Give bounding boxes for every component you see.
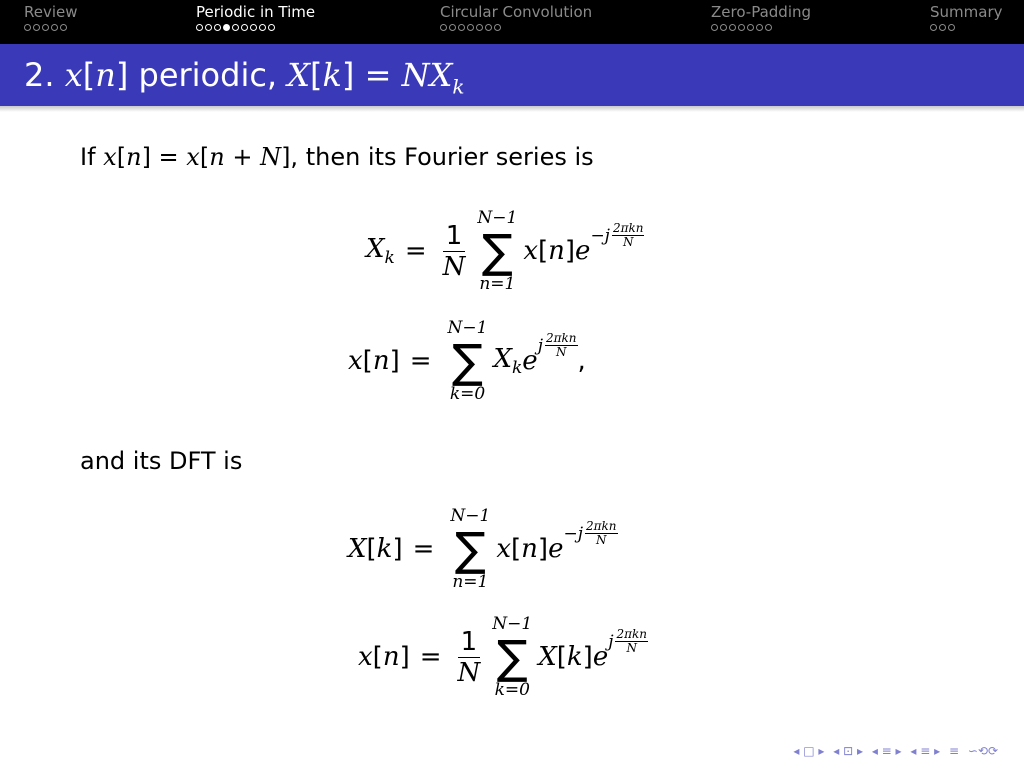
nav-section-title[interactable]: Zero-Padding bbox=[711, 3, 812, 21]
nav-frame-dot[interactable] bbox=[476, 24, 483, 31]
title-X: X bbox=[287, 56, 311, 94]
summation: N−1 ∑ k=0 bbox=[492, 614, 533, 700]
nav-frame-dot[interactable] bbox=[259, 24, 266, 31]
fraction-1-over-N: $\frac{1}{N}$ bbox=[442, 220, 466, 282]
title-bracket: [ bbox=[310, 56, 323, 94]
nav-frame-dot[interactable] bbox=[485, 24, 492, 31]
nav-dots[interactable] bbox=[24, 24, 78, 36]
nav-toc-icon[interactable]: ≡ bbox=[948, 744, 959, 758]
nav-section-title[interactable]: Circular Convolution bbox=[440, 3, 593, 21]
title-bracket: [ bbox=[82, 56, 96, 94]
nav-section-title[interactable]: Summary bbox=[930, 3, 1003, 21]
title-shadow bbox=[0, 106, 1024, 112]
title-k: k bbox=[322, 56, 342, 94]
nav-frame-dot[interactable] bbox=[449, 24, 456, 31]
nav-frame-dot[interactable] bbox=[729, 24, 736, 31]
nav-frame-dot[interactable] bbox=[948, 24, 955, 31]
nav-dots[interactable] bbox=[711, 24, 811, 36]
nav-section-title[interactable]: Periodic in Time bbox=[196, 3, 316, 21]
nav-prev-section-icon[interactable]: ◂ ≡ ▸ bbox=[910, 744, 941, 758]
equation-fourier-synthesis: x [ n ] = N−1 ∑ k=0 $X_k$ e j $\frac{\text{2πkn}}{N}$ , bbox=[348, 318, 586, 404]
nav-frame-dot[interactable] bbox=[747, 24, 754, 31]
nav-dots[interactable] bbox=[440, 24, 592, 36]
nav-frame-dot[interactable] bbox=[765, 24, 772, 31]
title-equals: = bbox=[364, 56, 392, 94]
exponent: −j $\frac{\text{2πkn}}{N}$ bbox=[590, 220, 644, 249]
nav-frame-dot[interactable] bbox=[711, 24, 718, 31]
title-number: 2. bbox=[24, 56, 55, 94]
nav-frame-dot[interactable] bbox=[738, 24, 745, 31]
nav-prev-frame-icon[interactable]: ◂ ⊡ ▸ bbox=[833, 744, 863, 758]
nav-section-zero-padding[interactable] bbox=[711, 3, 811, 36]
nav-frame-dot[interactable] bbox=[223, 24, 230, 31]
title-n: n bbox=[95, 56, 116, 94]
section-navbar bbox=[0, 0, 1024, 44]
exponent: j $\frac{\text{2πkn}}{N}$ bbox=[608, 626, 648, 655]
frame-title bbox=[24, 56, 464, 105]
title-subscript: k bbox=[452, 74, 465, 99]
title-bracket: ] bbox=[115, 56, 129, 94]
nav-frame-dot[interactable] bbox=[494, 24, 501, 31]
fraction-1-over-N: $\frac{1}{N}$ bbox=[457, 626, 481, 688]
body-line-fourier-series: If x[n] = x[n + N], then its Fourier series is bbox=[80, 143, 594, 171]
nav-frame-dot[interactable] bbox=[214, 24, 221, 31]
nav-dots[interactable] bbox=[196, 24, 315, 36]
nav-dots[interactable] bbox=[930, 24, 1003, 36]
nav-frame-dot[interactable] bbox=[42, 24, 49, 31]
nav-section-summary[interactable] bbox=[930, 3, 1003, 36]
summation: N−1 ∑ n=1 bbox=[450, 506, 491, 592]
nav-frame-dot[interactable] bbox=[33, 24, 40, 31]
nav-frame-dot[interactable] bbox=[51, 24, 58, 31]
beamer-navigation-symbols[interactable] bbox=[788, 744, 998, 758]
nav-section-title[interactable]: Review bbox=[24, 3, 78, 21]
nav-frame-dot[interactable] bbox=[250, 24, 257, 31]
nav-section-periodic-in-time[interactable] bbox=[196, 3, 315, 36]
nav-prev-slide-icon[interactable]: ◂ □ ▸ bbox=[793, 744, 825, 758]
nav-frame-dot[interactable] bbox=[232, 24, 239, 31]
nav-frame-dot[interactable] bbox=[241, 24, 248, 31]
title-NX: NX bbox=[401, 56, 453, 94]
nav-frame-dot[interactable] bbox=[467, 24, 474, 31]
summation: N−1 ∑ k=0 bbox=[447, 318, 488, 404]
nav-frame-dot[interactable] bbox=[930, 24, 937, 31]
nav-frame-dot[interactable] bbox=[196, 24, 203, 31]
body-text-if: If bbox=[80, 143, 96, 171]
nav-search-back-forward-icon[interactable]: ∽⟲⟳ bbox=[967, 744, 998, 758]
equation-dft-analysis: X [ k ] = N−1 ∑ n=1 x [ n ] e −j $\frac{\text{2πkn}}{N}$ bbox=[348, 506, 617, 592]
equation-dft-synthesis: x [ n ] = $\frac{1}{N}$ N−1 ∑ k=0 X [ k ] e j $\frac{\text{2πkn}}{N}$ bbox=[358, 614, 648, 700]
nav-frame-dot[interactable] bbox=[24, 24, 31, 31]
equation-fourier-analysis: $X_k$ = $\frac{1}{N}$ N−1 ∑ n=1 x [ n ] e −j $\frac{\text{2πkn}}{N}$ bbox=[366, 208, 644, 294]
nav-frame-dot[interactable] bbox=[720, 24, 727, 31]
nav-prev-subsection-icon[interactable]: ◂ ≡ ▸ bbox=[871, 744, 902, 758]
title-word: periodic, bbox=[138, 56, 278, 94]
body-line-dft: and its DFT is bbox=[80, 447, 243, 475]
nav-frame-dot[interactable] bbox=[440, 24, 447, 31]
nav-section-review[interactable] bbox=[24, 3, 78, 36]
nav-frame-dot[interactable] bbox=[458, 24, 465, 31]
exponent: −j $\frac{\text{2πkn}}{N}$ bbox=[563, 518, 617, 547]
nav-frame-dot[interactable] bbox=[60, 24, 67, 31]
nav-section-circular-convolution[interactable] bbox=[440, 3, 592, 36]
nav-frame-dot[interactable] bbox=[205, 24, 212, 31]
nav-frame-dot[interactable] bbox=[756, 24, 763, 31]
title-x: x bbox=[64, 56, 83, 94]
title-bracket: ] bbox=[341, 56, 355, 94]
exponent: j $\frac{\text{2πkn}}{N}$ bbox=[537, 330, 577, 359]
body-text-fourier: then its Fourier series is bbox=[305, 143, 594, 171]
nav-frame-dot[interactable] bbox=[268, 24, 275, 31]
nav-frame-dot[interactable] bbox=[939, 24, 946, 31]
math-periodicity: x bbox=[103, 143, 117, 171]
frame-title-bar bbox=[0, 44, 1024, 106]
summation: N−1 ∑ n=1 bbox=[477, 208, 518, 294]
